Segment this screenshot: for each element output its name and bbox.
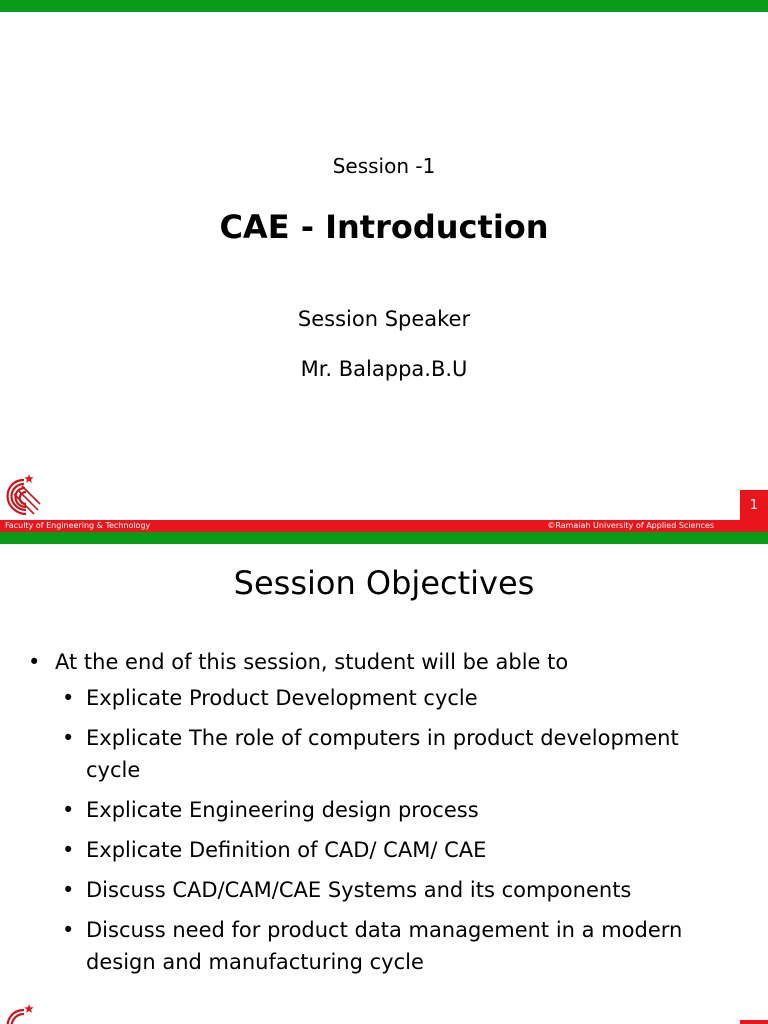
list-item: • Discuss need for product data management in a modern design and manufacturing cycle [0, 914, 768, 978]
ramaiah-university-logo-icon [4, 472, 42, 516]
slide-2 [0, 544, 768, 1024]
slide-title: CAE - Introduction [219, 208, 549, 246]
top-green-bar [0, 0, 768, 12]
speaker-name: Mr. Balappa.B.U [300, 357, 468, 381]
list-item: • Discuss CAD/CAM/CAE Systems and its components [0, 874, 768, 906]
ramaiah-university-logo-icon [4, 1002, 42, 1024]
list-item: • Explicate The role of computers in product development cycle [0, 722, 768, 786]
slide-title: Session Objectives [233, 564, 535, 602]
bottom-green-bar [0, 532, 768, 544]
speaker-label: Session Speaker [297, 307, 471, 331]
session-number: Session -1 [332, 154, 436, 178]
page-number-box [740, 490, 768, 532]
footer-copyright-text: ©Ramaiah University of Applied Sciences [547, 521, 714, 530]
list-item: • Explicate Definition of CAD/ CAM/ CAE [0, 834, 768, 866]
list-item: • Explicate Engineering design process [0, 794, 768, 826]
list-item: • Explicate Product Development cycle [0, 682, 768, 714]
footer-bar [0, 520, 740, 532]
list-item: • At the end of this session, student will be able to [0, 646, 768, 678]
page-number: 1 [749, 498, 759, 513]
footer-faculty-text: Faculty of Engineering & Technology [5, 521, 151, 530]
page-number-box [740, 1020, 768, 1024]
objectives-list [0, 646, 768, 986]
